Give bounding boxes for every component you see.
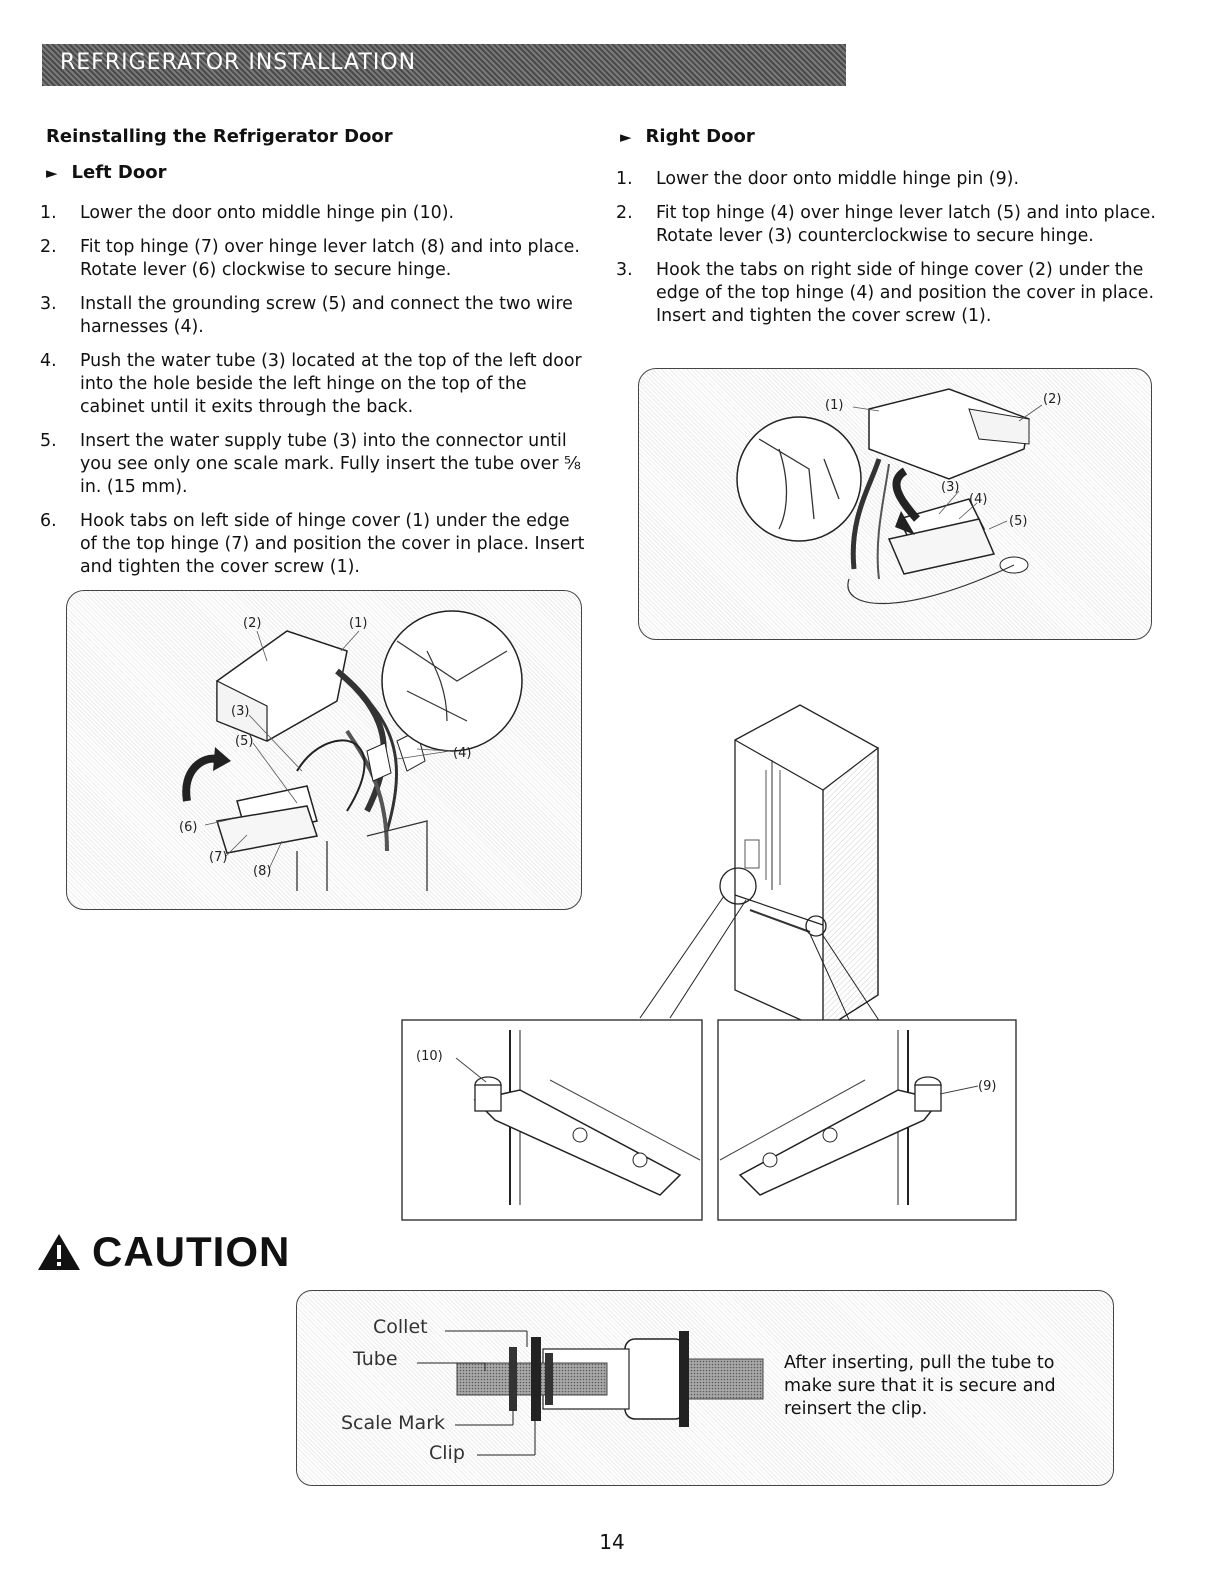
list-item: 2. Fit top hinge (4) over hinge lever latch (5) and into place. Rotate lever (3) counterclockwise to secure hinge. [616,203,1156,246]
hinge-pin-label-10: (10) [416,1049,443,1064]
list-item: 5. Insert the water supply tube (3) into the connector until you see only one scale mark. Fully insert the tube over ⅝ in. (15 mm). [40,431,581,497]
collet-label: Collet [373,1316,428,1338]
section-title: REFRIGERATOR INSTALLATION [60,50,417,75]
label-3: (3) [231,704,250,719]
refrigerator-diagram [400,700,1020,1225]
label-2: (2) [1043,392,1062,407]
list-item: 2. Fit top hinge (7) over hinge lever latch (8) and into place. Rotate lever (6) clockwise to secure hinge. [40,237,580,280]
label-4: (4) [969,492,988,507]
section-header-bar [42,44,846,86]
label-7: (7) [209,850,228,865]
label-1: (1) [825,398,844,413]
page-number: 14 [599,1530,625,1554]
list-item: 4. Push the water tube (3) located at the top of the left door into the hole beside the left hinge on the top of the cabinet until it exits through the back. [40,351,582,417]
right-door-heading [620,126,755,147]
list-item: 3. Install the grounding screw (5) and connect the two wire harnesses (4). [40,294,573,337]
warning-triangle-icon [36,1232,82,1272]
list-item: 3. Hook the tabs on right side of hinge cover (2) under the edge of the top hinge (4) and position the cover in place. Insert and tighten the cover screw (1). [616,260,1154,326]
label-5: (5) [1009,514,1028,529]
caution-note: After inserting, pull the tube to make sure that it is secure and reinsert the clip. [784,1353,1056,1419]
reinstall-heading: Reinstalling the Refrigerator Door [46,126,393,147]
label-1: (1) [349,616,368,631]
tube-label: Tube [353,1348,398,1370]
left-door-label: Left Door [71,162,167,183]
label-4: (4) [453,746,472,761]
label-6: (6) [179,820,198,835]
left-door-steps [40,202,590,590]
left-door-heading [46,162,166,183]
list-item: 1. Lower the door onto middle hinge pin (10). [40,203,455,223]
label-5: (5) [235,734,254,749]
clip-label: Clip [429,1442,465,1464]
label-8: (8) [253,864,272,879]
hinge-pin-label-9: (9) [978,1079,997,1094]
label-3: (3) [941,480,960,495]
right-door-hinge-figure [638,368,1152,640]
pointer-arrow-icon: ► [620,128,632,146]
list-item: 6. Hook tabs on left side of hinge cover (1) under the edge of the top hinge (7) and position the cover in place. Insert and tighten the cover screw (1). [40,511,585,577]
label-2: (2) [243,616,262,631]
pointer-arrow-icon: ► [46,164,58,182]
right-door-steps [616,168,1176,339]
caution-title: CAUTION [92,1228,291,1275]
right-door-label: Right Door [645,126,755,147]
caution-heading [36,1228,290,1276]
list-item: 1. Lower the door onto middle hinge pin (9). [616,169,1019,189]
scale-mark-label: Scale Mark [341,1412,446,1434]
